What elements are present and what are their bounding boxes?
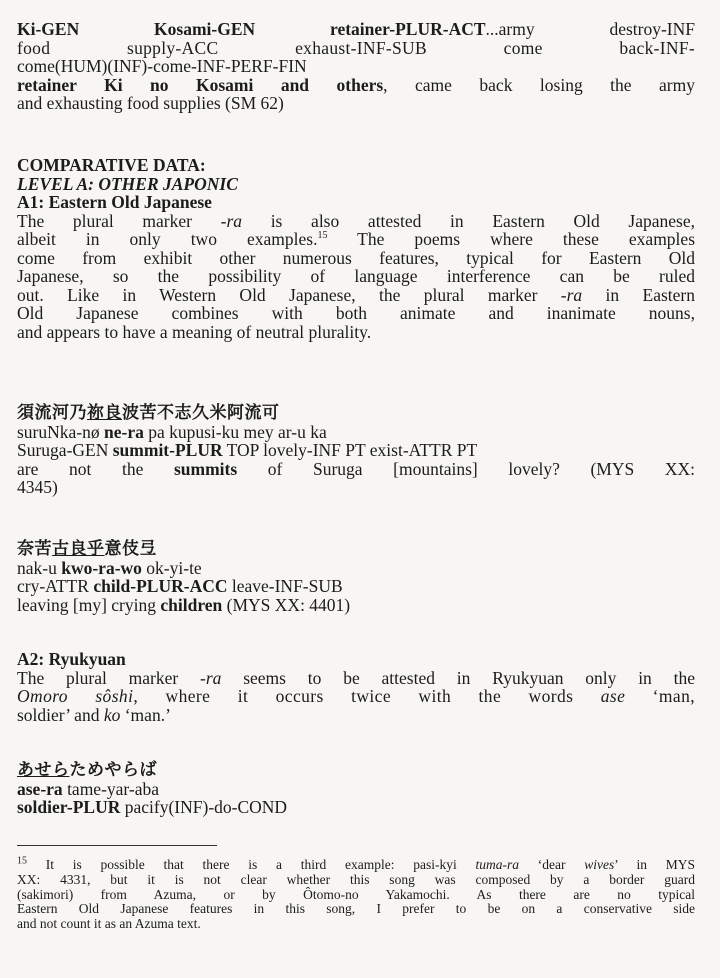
subsection-heading: A1: Eastern Old Japanese: [17, 192, 212, 212]
gloss-line: soldier-PLUR pacify(INF)-do-COND: [17, 797, 288, 817]
footnote-number: 15: [17, 855, 27, 867]
example-soldiers: [17, 761, 695, 817]
level-heading: LEVEL A: OTHER JAPONIC: [17, 173, 238, 194]
gloss-line: come(HUM)(INF)-come-INF-PERF-FIN: [17, 56, 307, 76]
translation-line: are not the summits of Suruga [mountains] lovely? (MYS XX:: [17, 458, 695, 479]
ryukyuan-section: A2: Ryukyuan The plural marker -ra seems to be attested in Ryukyuan only in the Omoro sôshi, where it occurs twice with the words ase ‘man, soldier’ and ko ‘man.’: [17, 649, 695, 725]
footnote-ref[interactable]: 15: [317, 230, 328, 242]
gloss-line: Suruga-GEN summit-PLUR TOP lovely-INF PT exist-ATTR PT: [17, 440, 478, 460]
opening-example: [17, 20, 695, 113]
subsection-heading: A2: Ryukyuan: [17, 649, 126, 669]
comparative-section: [17, 156, 695, 341]
example-children: [17, 540, 695, 614]
footnote-divider: [17, 845, 217, 846]
kanji-line: 須流河乃祢良波苦不志久米阿流可: [17, 403, 280, 423]
translation-line: and exhausting food supplies (SM 62): [17, 93, 284, 113]
romaji-line: ase-ra tame-yar-aba: [17, 778, 160, 799]
gloss-line: food supply-ACC exhaust-INF-SUB come back-INF-: [17, 37, 695, 58]
romaji-line: nak-u kwo-ra-wo ok-yi-te: [17, 557, 202, 578]
kana-line: あせらためやらば: [17, 760, 157, 780]
translation-line: 4345): [17, 477, 58, 497]
translation-line: leaving [my] crying children (MYS XX: 4401): [17, 594, 351, 615]
example-suruga: [17, 404, 695, 497]
paragraph-a1: The plural marker -ra is also attested in Eastern Old Japanese, albeit in only two examples.$^{15}$ The poems where these examples come from exhibit other numerous features, typical for Eastern Old Japanese, so the possibility of language interference can be ruled out. Like in Western Old Japanese, the plural marker -ra in Eastern Old Japanese combines with both animate and inanimate nouns, and appears to have a meaning of neutral plurality.: [17, 210, 696, 342]
section-heading: COMPARATIVE DATA:: [17, 155, 206, 175]
footnote: $^{15}$ It is possible that there is a third example: pasi-kyi tuma-ra ‘dear wives’ in MYS XX: 4331, but it is not clear whether this song was composed by a border guard (sakimori) from Azuma, or by Ôtomo-no Yakamochi. As there are no typical Eastern Old Japanese features in this song, I prefer to be on a conservative side and not count it as an Azuma text.: [17, 855, 695, 932]
kanji-line: 奈苦古良乎意伎弖: [17, 539, 157, 559]
translation-line: retainer Ki no Kosami and others, came back losing the army: [17, 74, 695, 95]
gloss-line: cry-ATTR child-PLUR-ACC leave-INF-SUB: [17, 576, 343, 596]
gloss-line: Ki-GEN Kosami-GEN retainer-PLUR-ACT...army destroy-INF: [17, 19, 695, 39]
romaji-line: suruNka-nø ne-ra pa kupusi-ku mey ar-u ka: [17, 421, 327, 442]
